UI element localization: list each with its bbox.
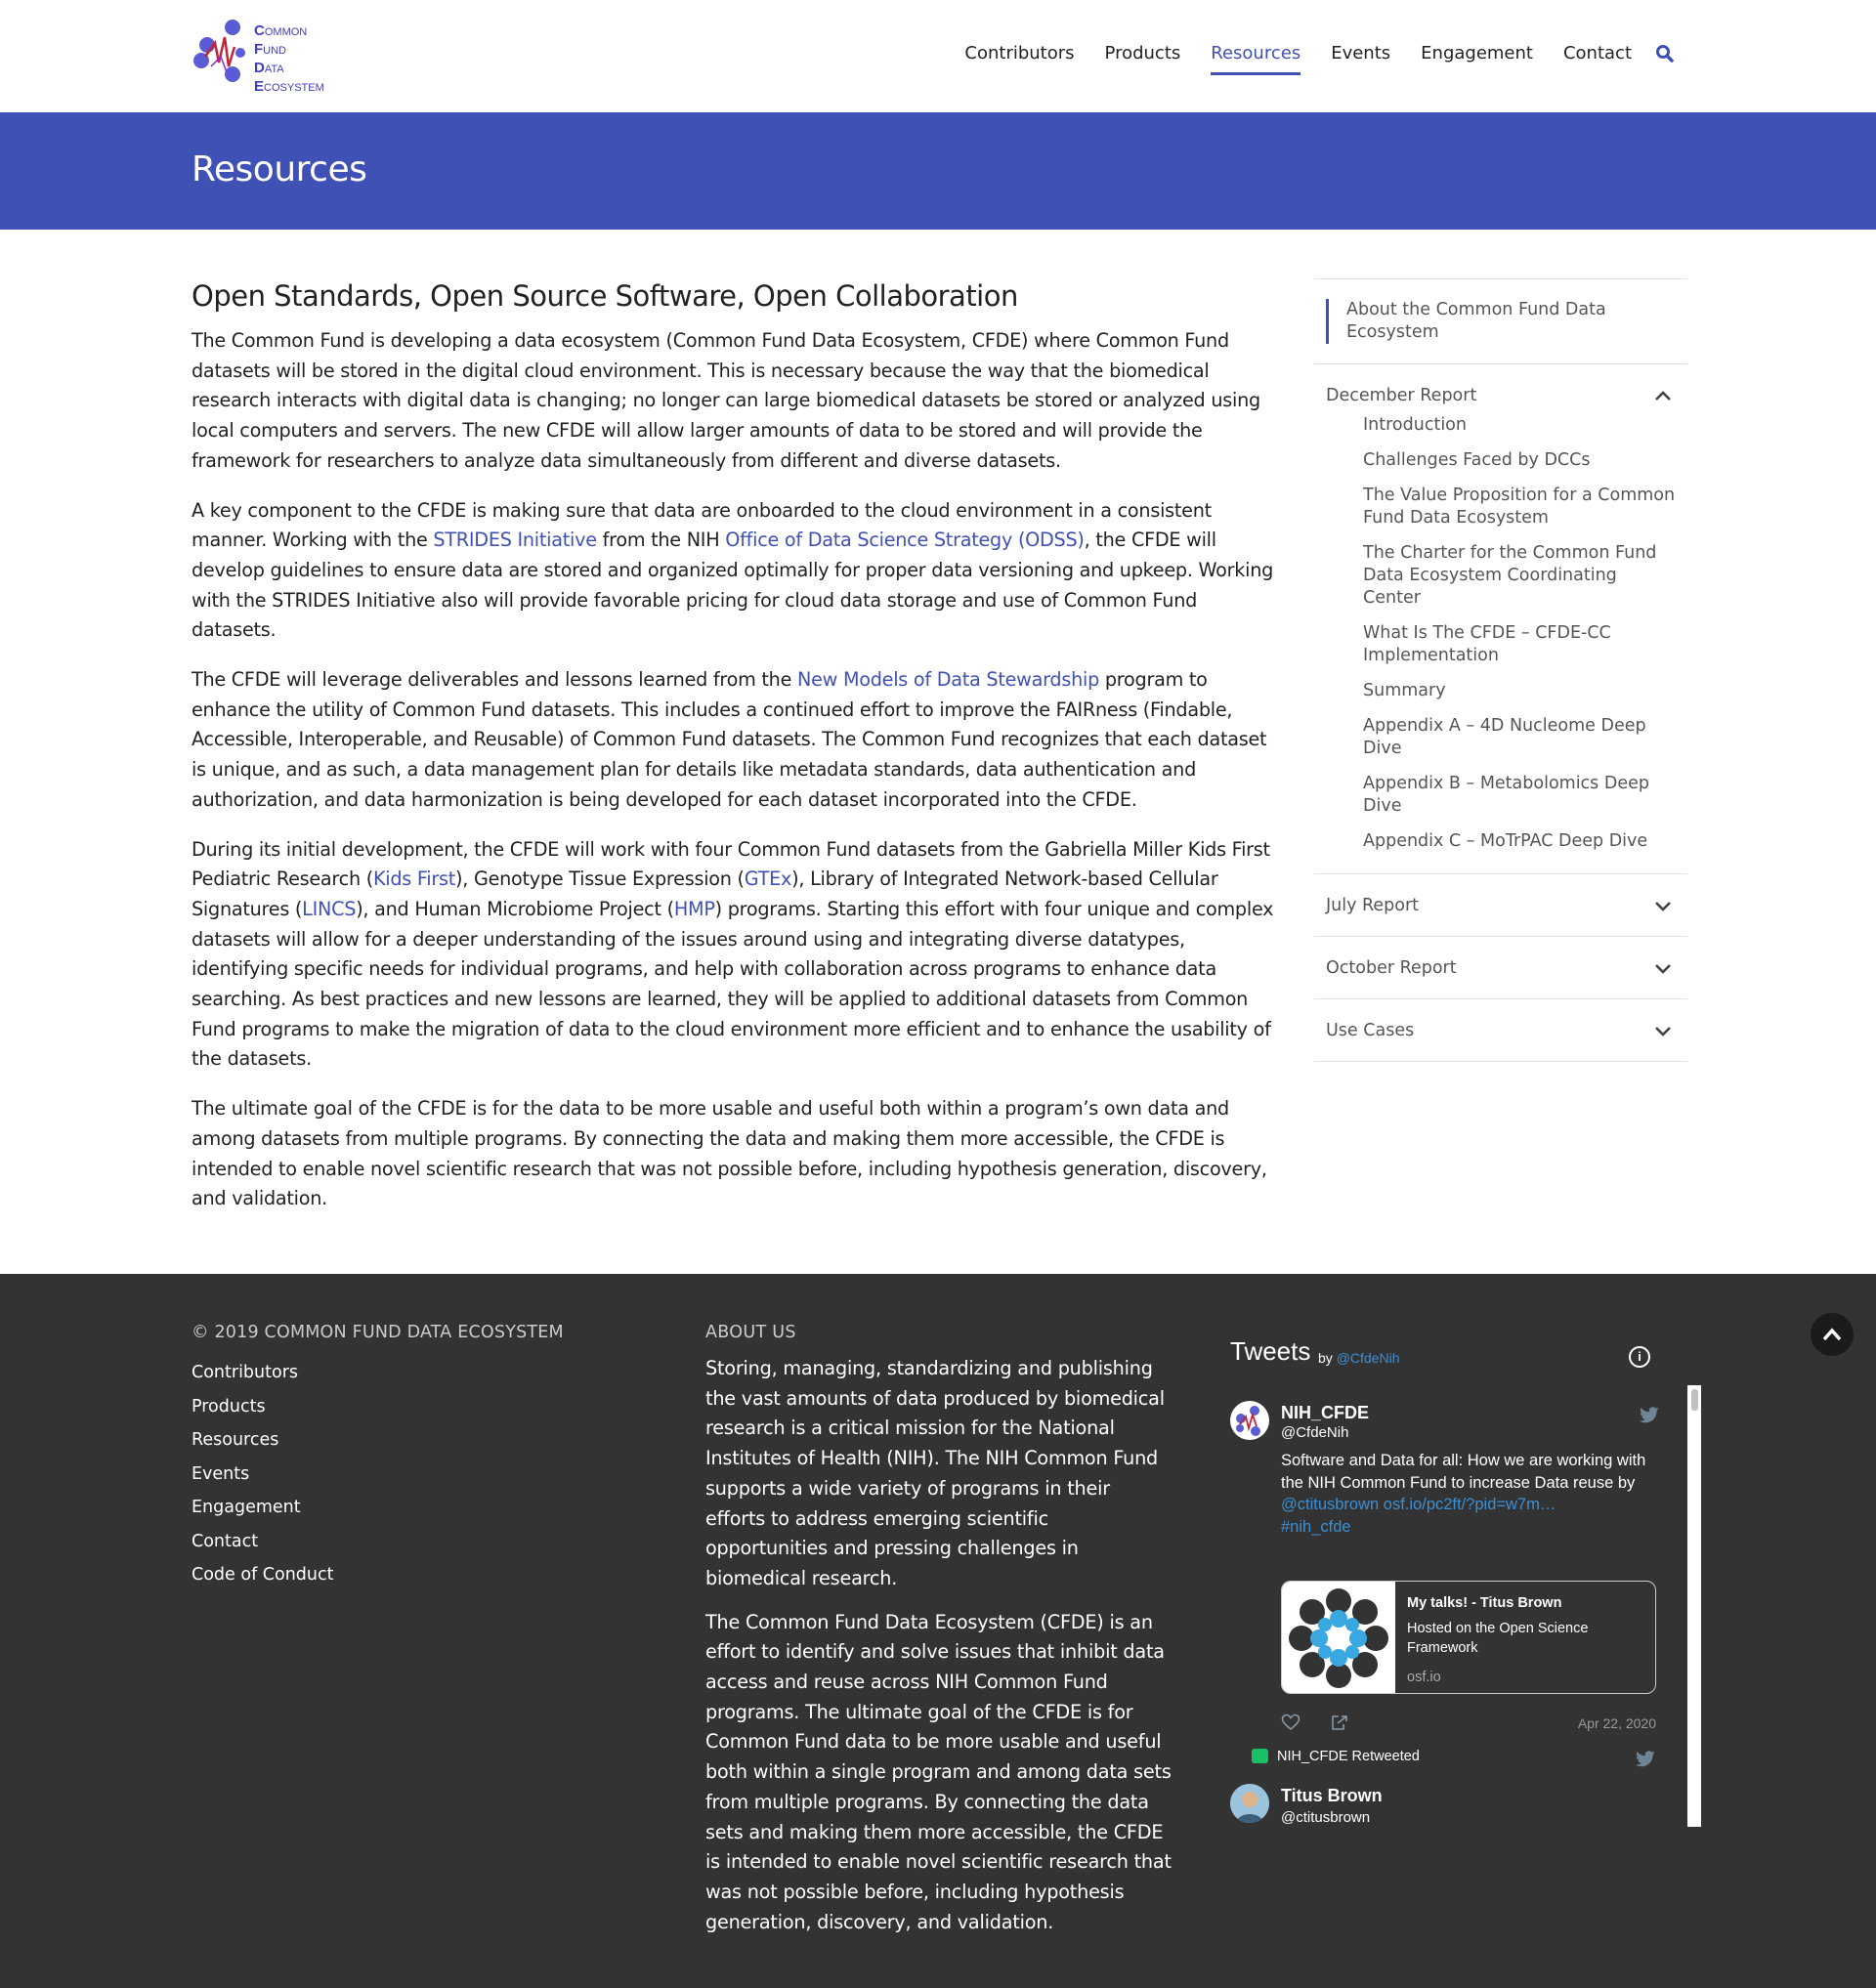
footer-about-paragraph: The Common Fund Data Ecosystem (CFDE) is an effort to identify and solve issues that inhibit data access and reuse across NIH Common Fund programs. The ultimate goal of the CFDE is for Common Fund data to be more usable and useful both within a single program and among data sets from multiple programs. By connecting the data sets and making them more accessible, the CFDE is intended to enable novel scientific research that was not possible before, including hypothesis generation, discovery, and validation. bbox=[705, 1610, 1172, 1933]
sidebar-item-challenges[interactable]: Challenges Faced by DCCs bbox=[1363, 450, 1591, 470]
resources-sidebar bbox=[1314, 278, 1687, 1062]
tweet-author-name[interactable]: NIH_CFDE bbox=[1281, 1403, 1370, 1422]
sidebar-item-what-is-cfde[interactable]: What Is The CFDE – CFDE-CC Implementation bbox=[1363, 623, 1611, 665]
text-segment: ), Library of Integrated Network-based Cellular Signatures ( bbox=[192, 867, 1218, 920]
twitter-bird-icon[interactable] bbox=[1635, 1751, 1656, 1768]
footer-link-products[interactable]: Products bbox=[192, 1396, 266, 1417]
sidebar-section-use-cases bbox=[1314, 999, 1687, 1062]
card-title: My talks! - Titus Brown bbox=[1407, 1595, 1562, 1611]
text-segment: program to enhance the utility of Common Fund datasets. This includes a continued effort to improve the FAIRness (Findable, Accessible, Interoperable, and Reusable) of Common Fund datasets. The Common Fund recognizes that each dataset is unique, and as such, a data management plan for details like metadata standards, data authentication and authorization, and data harmonization is being developed for each dataset incorporated into the CFDE. bbox=[192, 668, 1267, 811]
tweet-link-card[interactable] bbox=[1281, 1581, 1656, 1694]
footer-link-contact[interactable]: Contact bbox=[192, 1531, 259, 1551]
sidebar-section-july bbox=[1314, 874, 1687, 937]
nav-contact[interactable]: Contact bbox=[1562, 43, 1632, 63]
retweet-label: NIH_CFDE Retweeted bbox=[1277, 1749, 1420, 1764]
tweet-date[interactable]: Apr 22, 2020 bbox=[1577, 1715, 1656, 1731]
nav-events[interactable]: Events bbox=[1331, 43, 1391, 63]
titus-avatar-icon bbox=[1230, 1784, 1269, 1823]
heart-icon[interactable] bbox=[1281, 1713, 1300, 1731]
sidebar-item-value-proposition[interactable]: The Value Proposition for a Common Fund Data Ecosystem bbox=[1363, 486, 1676, 528]
twitter-widget-title: Tweets bbox=[1230, 1336, 1311, 1366]
footer-link-events[interactable]: Events bbox=[192, 1463, 250, 1484]
nav-resources[interactable]: Resources bbox=[1211, 39, 1300, 75]
nav-products[interactable]: Products bbox=[1104, 43, 1181, 63]
paragraph-strides bbox=[192, 496, 1276, 647]
sidebar-item-appendix-b[interactable]: Appendix B – Metabolomics Deep Dive bbox=[1363, 774, 1649, 816]
link-hmp[interactable]: HMP bbox=[673, 897, 715, 920]
footer-about-paragraph: Storing, managing, standardizing and publishing the vast amounts of data produced by biomedical research is a critical mission for the National Institutes of Health (NIH). The NIH Common Fund supports a wide variety of programs in their efforts to address emerging scientific opportunities and pressing challenges in biomedical research. bbox=[705, 1357, 1165, 1589]
page-title: Resources bbox=[192, 149, 367, 190]
footer-links-column bbox=[192, 1323, 602, 1592]
twitter-handle-link[interactable]: @CfdeNih bbox=[1336, 1350, 1400, 1366]
chevron-down-icon bbox=[1654, 1025, 1672, 1036]
footer-links bbox=[192, 1356, 602, 1592]
sidebar-section-label: Use Cases bbox=[1326, 1020, 1415, 1040]
page-banner bbox=[0, 112, 1876, 230]
paragraph-stewardship bbox=[192, 665, 1276, 816]
share-icon[interactable] bbox=[1330, 1713, 1349, 1731]
chevron-down-icon bbox=[1654, 900, 1672, 911]
tweet-author-name[interactable]: Titus Brown bbox=[1281, 1786, 1383, 1805]
link-odss[interactable]: Office of Data Science Strategy (ODSS) bbox=[725, 529, 1085, 552]
logo-wordmark: COMMON FUND DATA ECOSYSTEM bbox=[254, 22, 324, 95]
sidebar-section-label: December Report bbox=[1326, 385, 1477, 405]
footer-copyright: © 2019 COMMON FUND DATA ECOSYSTEM bbox=[192, 1323, 564, 1342]
text-segment: The CFDE will leverage deliverables and lessons learned from the bbox=[192, 668, 797, 692]
by-label: by bbox=[1318, 1350, 1333, 1366]
footer-about-column bbox=[705, 1323, 1174, 1951]
sidebar-section-december bbox=[1314, 364, 1687, 874]
text-segment: ), and Human Microbiome Project ( bbox=[356, 897, 674, 920]
chevron-up-icon bbox=[1654, 390, 1672, 402]
sidebar-about-section bbox=[1314, 278, 1687, 364]
sidebar-item-introduction[interactable]: Introduction bbox=[1363, 415, 1467, 435]
twitter-timeline-widget bbox=[1230, 1336, 1689, 1923]
site-header bbox=[0, 0, 1876, 112]
sidebar-toggle-october[interactable] bbox=[1314, 937, 1687, 998]
sidebar-item-appendix-c[interactable]: Appendix C – MoTrPAC Deep Dive bbox=[1363, 831, 1648, 851]
sidebar-item-about[interactable]: About the Common Fund Data Ecosystem bbox=[1326, 299, 1687, 344]
footer-link-code-of-conduct[interactable]: Code of Conduct bbox=[192, 1565, 334, 1585]
avatar[interactable] bbox=[1230, 1784, 1269, 1823]
text-segment: , the CFDE will develop guidelines to ensure data are stored and organized optimally for proper data versioning and upkeep. Working with the STRIDES Initiative also will provide favorable pricing for cloud data storage and use of Common Fund datasets. bbox=[192, 529, 1274, 642]
footer-link-engagement[interactable]: Engagement bbox=[192, 1498, 301, 1517]
tweet-text bbox=[1281, 1450, 1662, 1539]
twitter-timeline-feed[interactable] bbox=[1230, 1385, 1687, 1827]
tweet-author-handle[interactable]: @ctitusbrown bbox=[1281, 1809, 1371, 1826]
chevron-down-icon bbox=[1654, 962, 1672, 974]
text-segment: from the NIH bbox=[596, 529, 726, 552]
twitter-widget-by bbox=[1318, 1350, 1399, 1366]
tweet-author-handle[interactable]: @CfdeNih bbox=[1281, 1424, 1349, 1441]
sidebar-section-october bbox=[1314, 937, 1687, 999]
cfde-logo-icon bbox=[192, 18, 254, 90]
text-segment: During its initial development, the CFDE will work with four Common Fund datasets from the Gabriella Miller Kids First Pediatric Research ( bbox=[192, 837, 1270, 891]
site-logo[interactable] bbox=[192, 18, 328, 95]
scrollbar-thumb[interactable] bbox=[1691, 1389, 1698, 1411]
link-strides-initiative[interactable]: STRIDES Initiative bbox=[433, 529, 597, 552]
paragraph-datasets bbox=[192, 835, 1276, 1076]
sidebar-section-label: October Report bbox=[1326, 957, 1457, 978]
nav-contributors[interactable]: Contributors bbox=[964, 43, 1075, 63]
link-gtex[interactable]: GTEx bbox=[744, 867, 792, 891]
tweet-mention-link[interactable]: @ctitusbrown bbox=[1281, 1496, 1380, 1514]
tweet-actions bbox=[1281, 1712, 1656, 1733]
search-icon[interactable] bbox=[1655, 44, 1675, 63]
twitter-bird-icon[interactable] bbox=[1639, 1407, 1660, 1424]
back-to-top-button[interactable] bbox=[1811, 1313, 1854, 1356]
sidebar-item-summary[interactable]: Summary bbox=[1363, 681, 1446, 700]
paragraph-intro: The Common Fund is developing a data ecosystem (Common Fund Data Ecosystem, CFDE) where Common Fund datasets will be stored in the digital cloud environment. This is necessary because the way that the biomedical research interacts with digital data is changing; no longer can large biomedical datasets be stored or analyzed using local computers and servers. The new CFDE will allow larger amounts of data to be stored and will provide the framework for researchers to analyze data simultaneously from different and diverse datasets. bbox=[192, 329, 1260, 472]
footer-about-heading: ABOUT US bbox=[705, 1323, 796, 1342]
paragraph-goal: The ultimate goal of the CFDE is for the data to be more usable and useful both within a program’s own data and among datasets from multiple programs. By connecting the data and making them more accessible, the CFDE is intended to enable novel scientific research that was not possible before, including hypothesis generation, discovery, and validation. bbox=[192, 1097, 1267, 1210]
text-segment: ) programs. Starting this effort with four unique and complex datasets will allow for a deeper understanding of the issues around using and integrating diverse datatypes, identifying specific needs for individual programs, and help with collaboration across programs to enhance data searching. As best practices and new lessons are learned, they will be applied to additional datasets from Common Fund programs to make the migration of data to the cloud environment more efficient and to enhance the usability of the datasets. bbox=[192, 897, 1274, 1071]
site-footer bbox=[0, 1274, 1876, 1988]
nav-engagement[interactable]: Engagement bbox=[1421, 43, 1533, 63]
footer-link-resources[interactable]: Resources bbox=[192, 1430, 279, 1450]
card-description: Hosted on the Open Science Framework bbox=[1407, 1621, 1589, 1656]
info-icon[interactable]: i bbox=[1629, 1346, 1650, 1368]
twitter-widget-header bbox=[1230, 1336, 1670, 1375]
link-lincs[interactable]: LINCS bbox=[302, 897, 357, 920]
sidebar-item-appendix-a[interactable]: Appendix A – 4D Nucleome Deep Dive bbox=[1363, 716, 1646, 758]
text-segment: ), Genotype Tissue Expression ( bbox=[455, 867, 745, 891]
osf-logo-icon bbox=[1282, 1582, 1395, 1694]
sidebar-toggle-july[interactable] bbox=[1314, 874, 1687, 936]
tweet-url-link[interactable]: osf.io/pc2ft/?pid=w7m… bbox=[1383, 1496, 1556, 1514]
tweet-text-body: Software and Data for all: How we are working with the NIH Common Fund to increase Data reuse by bbox=[1281, 1452, 1646, 1492]
main-content bbox=[192, 279, 1276, 1234]
sidebar-toggle-use-cases[interactable] bbox=[1314, 999, 1687, 1061]
footer-link-contributors[interactable]: Contributors bbox=[192, 1363, 299, 1382]
twitter-scrollbar[interactable] bbox=[1687, 1385, 1701, 1827]
osf-logo-image bbox=[1282, 1582, 1395, 1694]
sidebar-december-list bbox=[1314, 414, 1687, 873]
text-segment: A key component to the CFDE is making sure that data are onboarded to the cloud environment in a consistent manner. Working with the bbox=[192, 498, 1212, 552]
link-kids-first[interactable]: Kids First bbox=[372, 867, 456, 891]
card-domain: osf.io bbox=[1407, 1670, 1441, 1685]
link-new-models-data-stewardship[interactable]: New Models of Data Stewardship bbox=[797, 668, 1100, 692]
sidebar-section-label: July Report bbox=[1326, 895, 1420, 915]
sidebar-item-charter[interactable]: The Charter for the Common Fund Data Ecosystem Coordinating Center bbox=[1363, 543, 1657, 608]
chevron-up-icon bbox=[1821, 1325, 1843, 1344]
main-nav bbox=[934, 39, 1675, 75]
content-heading: Open Standards, Open Source Software, Open Collaboration bbox=[192, 279, 1018, 313]
cfde-avatar-icon bbox=[1230, 1401, 1269, 1440]
retweet-icon bbox=[1252, 1749, 1268, 1763]
tweet-hashtag-link[interactable]: #nih_cfde bbox=[1281, 1518, 1351, 1537]
avatar[interactable] bbox=[1230, 1401, 1269, 1440]
retweet-indicator bbox=[1252, 1749, 1420, 1764]
